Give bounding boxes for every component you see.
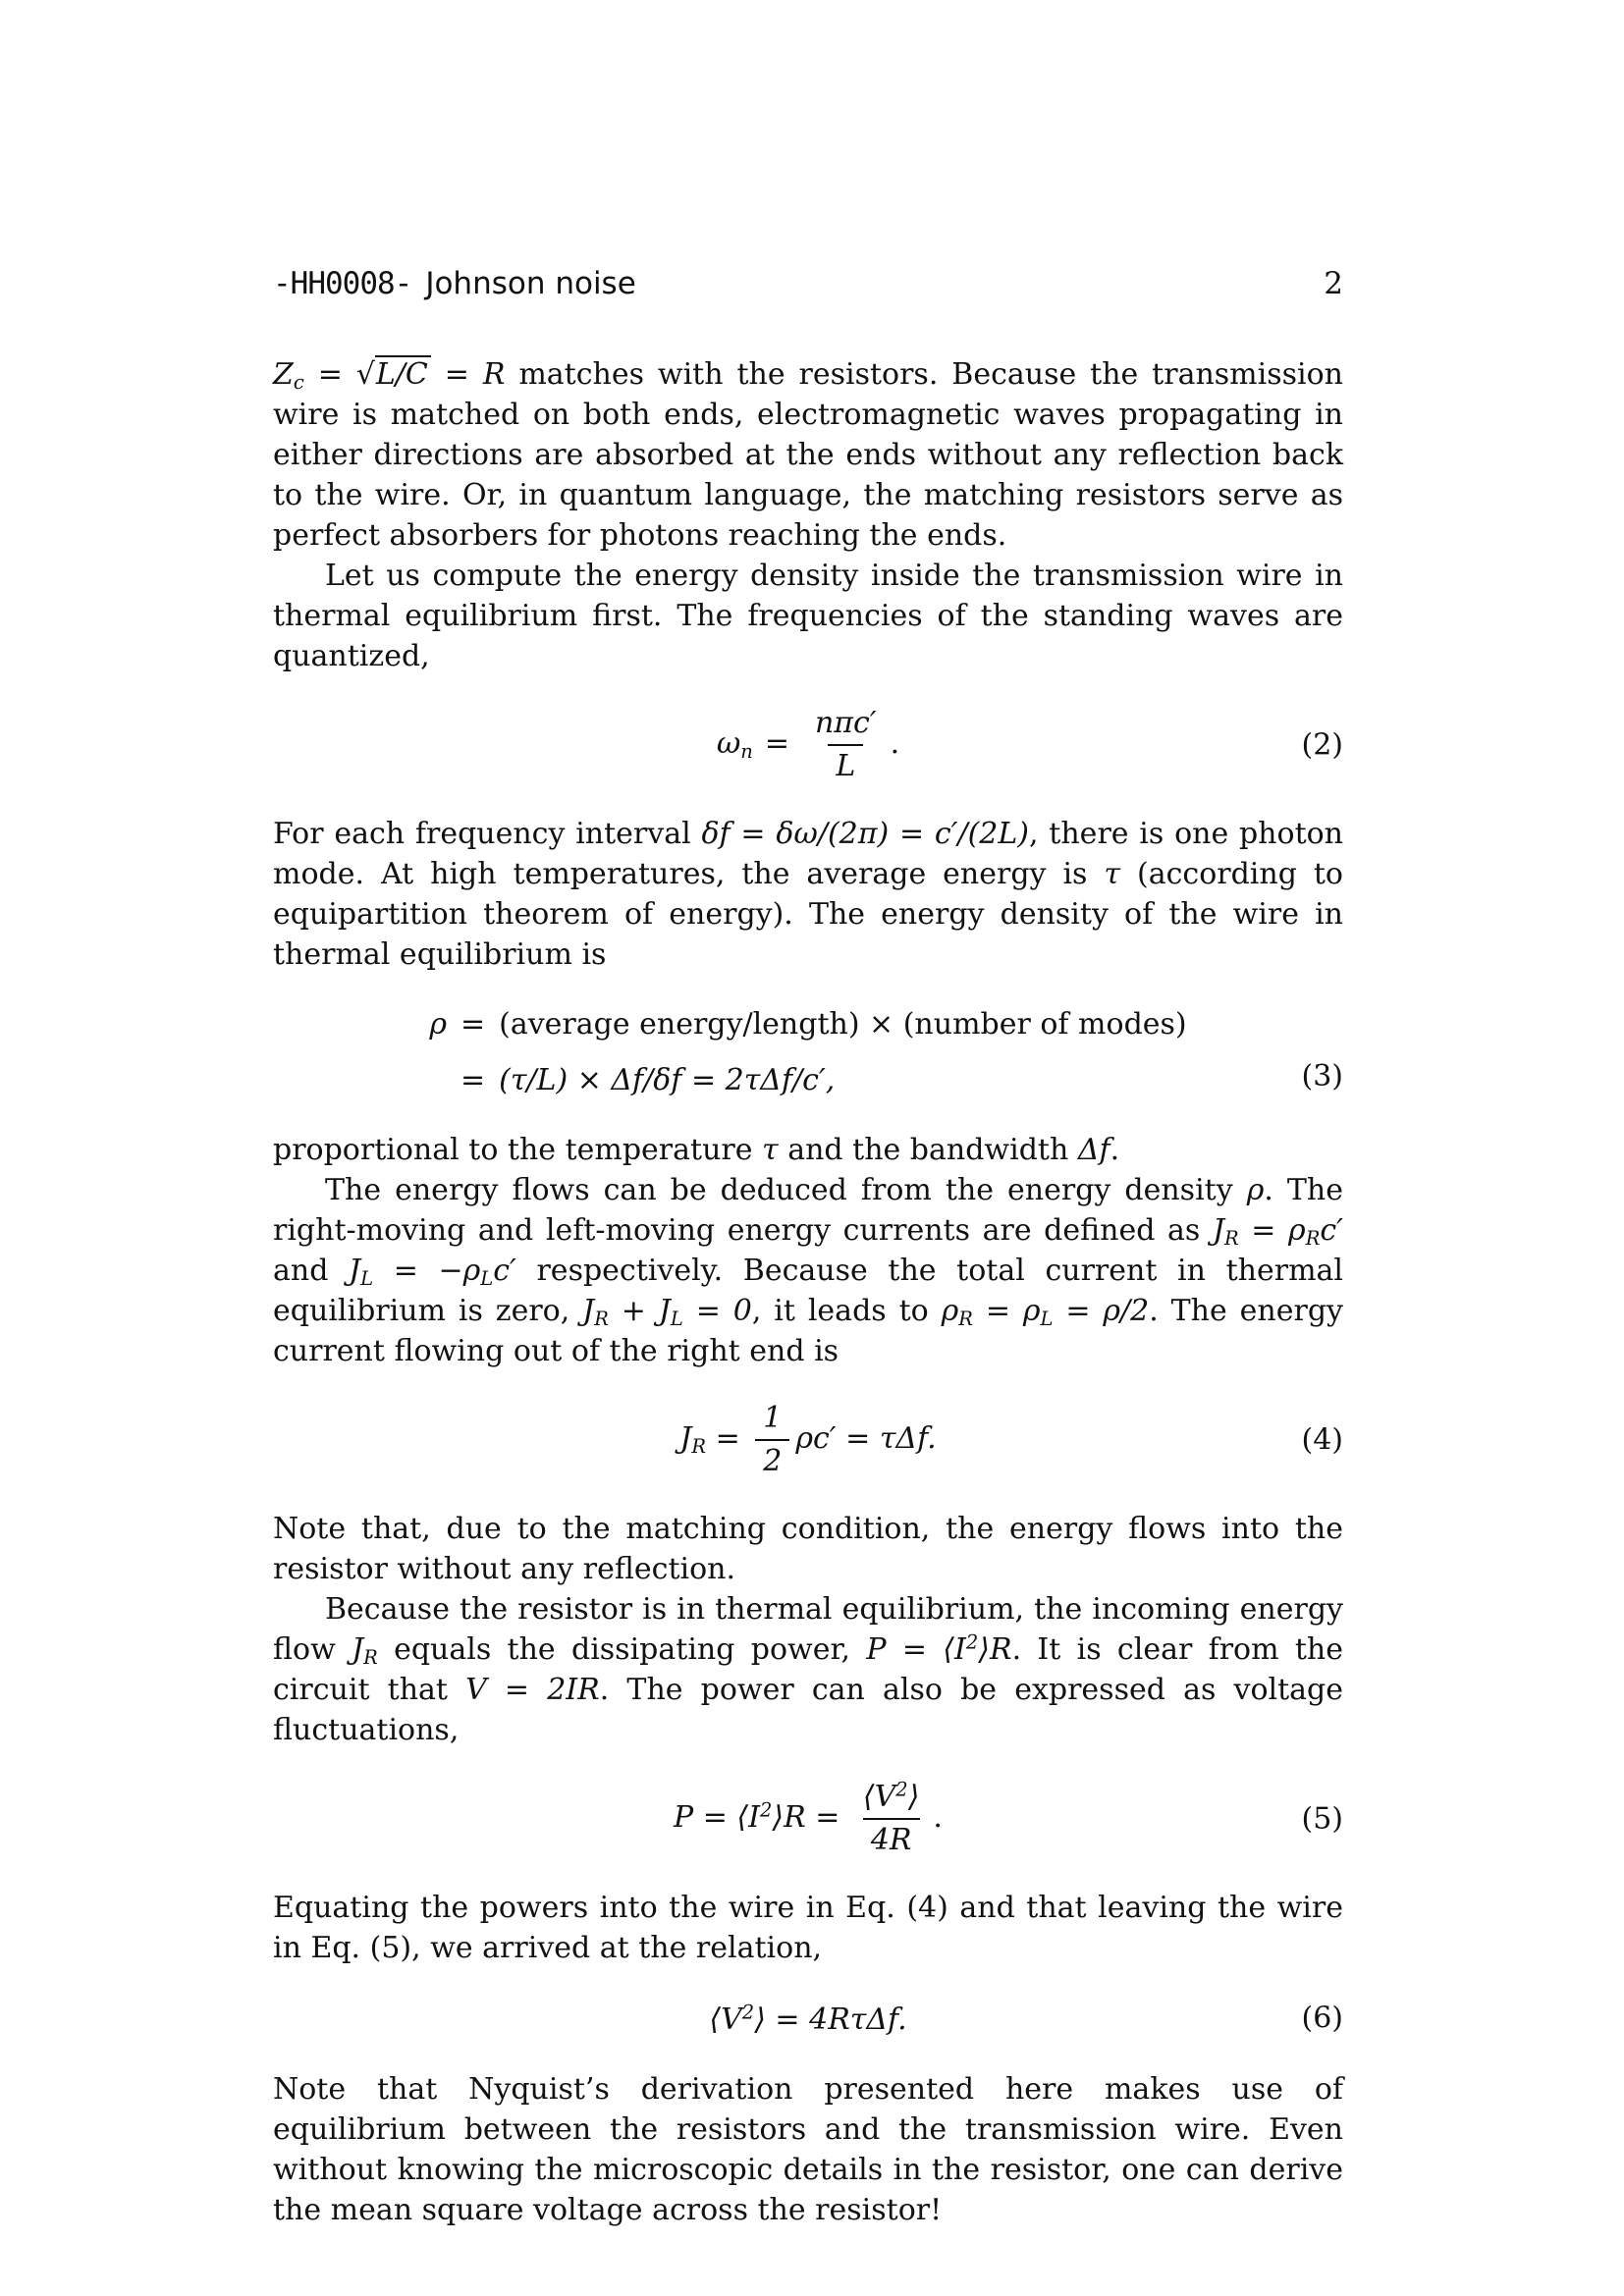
paragraph-6: Note that, due to the matching condition, the energy flows into the resistor without any reflection. (273, 1512, 1343, 1586)
paragraph-7: Because the resistor is in thermal equilibrium, the incoming energy flow $J_R$ equals the dissipating power, $P = ⟨I^2⟩R$. It is clear from the circuit that V = 2IR. The power can also be expressed as voltage fluctuations, (273, 1592, 1343, 1747)
equation-4 (273, 1401, 1343, 1479)
square-root: √L/C (356, 354, 431, 395)
equation-3 (273, 1004, 1343, 1100)
paragraph-9: Note that Nyquist’s derivation presented here makes use of equilibrium between the resistors and the transmission wire. Even without knowing the microscopic details in the resistor, one can derive the mean square voltage across the resistor! (273, 2071, 1343, 2227)
equation-2 (273, 706, 1343, 784)
document-id: -HH0008- (273, 266, 412, 301)
paragraph-2: Let us compute the energy density inside the transmission wire in thermal equilibrium first. The frequencies of the standing waves are quantized, (273, 559, 1343, 673)
page-number: 2 (1324, 266, 1343, 301)
equation-number-3: (3) (1301, 1059, 1343, 1094)
fraction: $\frac{1}{2}$ (755, 1401, 789, 1479)
paragraph-5: The energy flows can be deduced from the energy density ρ. The right-moving and left-moving energy currents are defined as $J_R = \rho_Rc'$ and $J_L = -\rho_Lc'$ respectively. Because the total current in thermal equilibrium is zero, $J_R + J_L = 0$, it leads to $\rho_R = \rho_L = \rho/2$. The energy current flowing out of the right end is (273, 1173, 1344, 1368)
equation-4-body: $J_R$ = $\frac{1}{2}$ ρc′ = τΔf. (679, 1401, 937, 1478)
fraction: $\frac{⟨V^2⟩}{4R}$ (862, 1778, 920, 1857)
paragraph-1: $Z_c = √L/C = R$ matches with the resistors. Because the transmission wire is matched on both ends, electromagnetic waves propagating in either directions are absorbed at the ends without any reflection back to the wire. Or, in quantum language, the matching resistors serve as perfect absorbers for photons reaching the ends. (273, 354, 1343, 556)
page-header (273, 263, 1343, 303)
equation-5 (273, 1780, 1343, 1858)
equation-number-2: (2) (1301, 727, 1343, 763)
paragraph-8: Equating the powers into the wire in Eq. (4) and that leaving the wire in Eq. (5), we arrived at the relation, (273, 1891, 1343, 1965)
equation-2-body: $\omega_n$ = $\frac{\text{nπc′}}{L}$ . (716, 706, 900, 783)
equation-6-body: $⟨V^2⟩ = 4R\tau\Delta f$. (709, 2000, 907, 2037)
document-title: Johnson noise (425, 266, 636, 301)
running-head (273, 263, 636, 303)
body-text (273, 354, 1343, 2230)
equation-number-4: (4) (1301, 1422, 1343, 1458)
radical-sign: √ (355, 357, 375, 392)
fraction: $\frac{\text{nπc′}}{L}$ (814, 706, 877, 783)
text-column (273, 263, 1343, 2230)
equation-number-5: (5) (1301, 1801, 1343, 1837)
paragraph-3: For each frequency interval δf = δω/(2π) = c′/(2L), there is one photon mode. At high temperatures, the average energy is τ (according to equipartition theorem of energy). The energy density of the wire in thermal equilibrium is (273, 817, 1344, 972)
paragraph-4: proportional to the temperature τ and the bandwidth Δf. (273, 1133, 1120, 1167)
equation-3-body: ρ = (average energy/length) × (number of modes) = (τ/L) × Δf/δf = 2τΔf/c′, (429, 1007, 1187, 1097)
equation-number-6: (6) (1301, 2001, 1343, 2036)
equation-5-body: $P = ⟨I^2⟩R$ = $\frac{⟨V^2⟩}{4R}$ . (674, 1778, 943, 1857)
equation-6 (273, 1998, 1343, 2040)
